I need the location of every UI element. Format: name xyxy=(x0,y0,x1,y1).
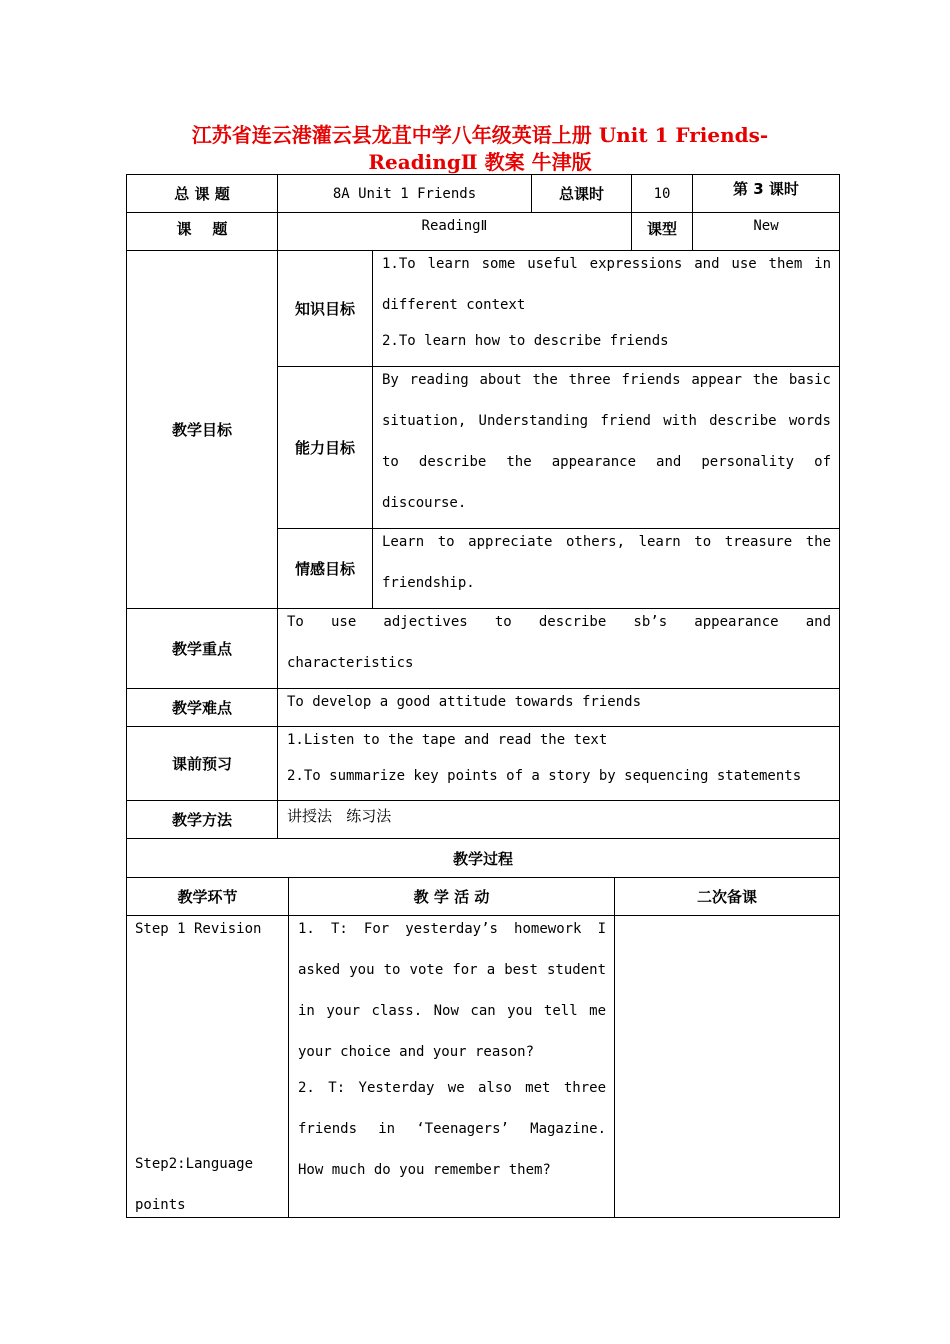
knowledge-line: 1.To learn some useful expressions and use them in xyxy=(382,256,831,272)
ability-cell xyxy=(372,366,840,529)
knowledge-label: 知识目标 xyxy=(277,250,373,367)
key-points-cell xyxy=(277,608,840,689)
ability-line: By reading about the three friends appear the basic xyxy=(382,372,831,388)
topic-value: ReadingⅡ xyxy=(277,212,632,251)
key-points-line: characteristics xyxy=(287,655,414,671)
total-hours-label: 总课时 xyxy=(531,174,632,213)
col-step-header: 教学环节 xyxy=(126,877,289,916)
preview-line: 1.Listen to the tape and read the text xyxy=(287,732,608,748)
ability-line: to describe the appearance and personality of xyxy=(382,454,831,470)
type-value: New xyxy=(692,212,840,251)
difficulties-text: To develop a good attitude towards friends xyxy=(287,694,642,710)
difficulties-cell xyxy=(277,688,840,727)
activity-line: 2. T: Yesterday we also met three xyxy=(298,1080,606,1096)
preview-line: 2.To summarize key points of a story by sequencing statements xyxy=(287,768,802,784)
knowledge-line: different context xyxy=(382,297,526,313)
activity-line: How much do you remember them? xyxy=(298,1162,551,1178)
emotion-line: friendship. xyxy=(382,575,475,591)
type-label: 课型 xyxy=(631,212,693,251)
activity-line: friends in ‘Teenagers’ Magazine. xyxy=(298,1121,606,1137)
step-1: Step 1 Revision xyxy=(135,921,262,937)
step-cell xyxy=(126,915,289,1218)
general-topic-value: 8A Unit 1 Friends xyxy=(277,174,532,213)
prep-cell xyxy=(614,915,840,1218)
col-prep-header: 二次备课 xyxy=(614,877,840,916)
knowledge-line: 2.To learn how to describe friends xyxy=(382,333,669,349)
step-2-cont: points xyxy=(135,1197,186,1213)
difficulties-label: 教学难点 xyxy=(126,688,278,727)
objectives-label: 教学目标 xyxy=(126,250,278,609)
page-title xyxy=(120,122,840,176)
activity-line: asked you to vote for a best student xyxy=(298,962,606,978)
emotion-cell xyxy=(372,528,840,609)
activity-line: in your class. Now can you tell me xyxy=(298,1003,606,1019)
key-points-label: 教学重点 xyxy=(126,608,278,689)
topic-label: 课 题 xyxy=(126,212,278,251)
emotion-label: 情感目标 xyxy=(277,528,373,609)
activity-line: 1. T: For yesterday’s homework I xyxy=(298,921,606,937)
ability-line: discourse. xyxy=(382,495,467,511)
process-label: 教学过程 xyxy=(126,838,840,878)
activity-cell xyxy=(288,915,615,1218)
methods-cell xyxy=(277,800,840,839)
preview-cell xyxy=(277,726,840,801)
preview-label: 课前预习 xyxy=(126,726,278,801)
title-line-2: ReadingⅡ 教案 牛津版 xyxy=(368,150,592,174)
methods-label: 教学方法 xyxy=(126,800,278,839)
ability-label: 能力目标 xyxy=(277,366,373,529)
step-2: Step2:Language xyxy=(135,1156,254,1172)
general-topic-label: 总 课 题 xyxy=(126,174,278,213)
methods-text: 讲授法 练习法 xyxy=(287,807,392,825)
ability-line: situation, Understanding friend with describe words xyxy=(382,413,831,429)
total-hours-value: 10 xyxy=(631,174,693,213)
lesson-number: 第 3 课时 xyxy=(692,174,840,213)
activity-line: your choice and your reason? xyxy=(298,1044,535,1060)
title-line-1: 江苏省连云港灌云县龙苴中学八年级英语上册 Unit 1 Friends- xyxy=(191,123,769,147)
col-activity-header: 教 学 活 动 xyxy=(288,877,615,916)
emotion-line: Learn to appreciate others, learn to treasure the xyxy=(382,534,831,550)
key-points-line: To use adjectives to describe sb’s appearance and xyxy=(287,614,831,630)
knowledge-cell xyxy=(372,250,840,367)
